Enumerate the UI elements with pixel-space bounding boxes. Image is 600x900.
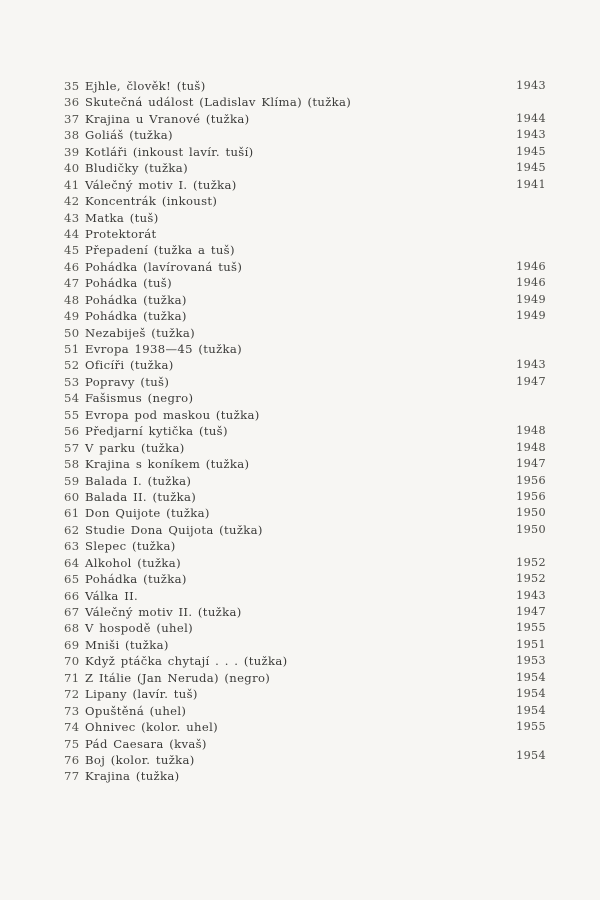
- entry-number: 75: [64, 736, 80, 751]
- entry-number: 43: [64, 210, 80, 225]
- entry-title: V hospodě (uhel): [85, 621, 194, 636]
- list-item: [64, 703, 544, 719]
- entry-number: 69: [64, 637, 80, 652]
- entry-number: 52: [64, 358, 80, 373]
- entry-title: Oficíři (tužka): [85, 358, 174, 373]
- list-item: [64, 522, 544, 538]
- entry-year: 1945: [516, 144, 546, 158]
- list-item: [64, 473, 544, 489]
- entry-year: 1947: [516, 374, 546, 388]
- entry-number: 64: [64, 555, 80, 570]
- list-item: [64, 357, 544, 373]
- entry-title: Válečný motiv I. (tužka): [85, 177, 237, 192]
- list-item: [64, 226, 544, 242]
- entry-title: Přepadení (tužka a tuš): [85, 243, 235, 258]
- entry-title: Mniši (tužka): [85, 637, 169, 652]
- entry-year: 1954: [516, 670, 546, 684]
- entry-year: 1948: [516, 424, 546, 438]
- entry-title: Slepec (tužka): [85, 539, 176, 554]
- entry-title: Don Quijote (tužka): [85, 506, 210, 521]
- entry-title: Ejhle, člověk! (tuš): [85, 79, 206, 93]
- entry-number: 73: [64, 703, 80, 718]
- entry-number: 44: [64, 226, 80, 241]
- entry-title: Opuštěná (uhel): [85, 703, 187, 718]
- entry-number: 67: [64, 605, 80, 619]
- entry-number: 42: [64, 194, 80, 209]
- entry-title: Studie Dona Quijota (tužka): [85, 522, 263, 537]
- entry-number: 54: [64, 391, 80, 406]
- entry-year: 1954: [516, 687, 546, 701]
- entry-year: 1952: [516, 555, 546, 569]
- entry-number: 77: [64, 769, 80, 784]
- list-item: [64, 94, 544, 110]
- entry-year: 1952: [516, 572, 546, 586]
- entry-number: 40: [64, 161, 80, 176]
- list-item: [64, 670, 544, 686]
- entry-number: 66: [64, 588, 80, 603]
- entry-year: 1943: [516, 358, 546, 372]
- entry-number: 47: [64, 276, 80, 291]
- entry-number: 65: [64, 572, 80, 587]
- entry-year: 1949: [516, 292, 546, 306]
- entry-year: 1955: [516, 621, 546, 635]
- entry-title: Balada I. (tužka): [85, 473, 192, 488]
- list-item: [64, 456, 544, 472]
- list-item: [64, 604, 544, 620]
- entry-number: 70: [64, 654, 80, 669]
- entry-title: Popravy (tuš): [85, 374, 170, 389]
- entry-title: V parku (tužka): [85, 440, 185, 455]
- entry-number: 71: [64, 670, 80, 685]
- entry-title: Z Itálie (Jan Neruda) (negro): [85, 670, 271, 685]
- entry-title: Válečný motiv II. (tužka): [85, 605, 242, 619]
- list-item: [64, 177, 544, 193]
- entry-title: Lipany (lavír. tuš): [85, 687, 198, 702]
- entry-title: Protektorát: [85, 226, 157, 241]
- list-item: [64, 489, 544, 505]
- entry-title: Fašismus (negro): [85, 391, 194, 406]
- entry-number: 63: [64, 539, 80, 554]
- entry-number: 62: [64, 522, 80, 537]
- entry-number: 58: [64, 457, 80, 472]
- entry-title: Balada II. (tužka): [85, 489, 197, 504]
- entry-number: 46: [64, 259, 80, 274]
- entry-number: 53: [64, 374, 80, 389]
- list-item: [64, 193, 544, 209]
- entry-number: 55: [64, 407, 80, 422]
- list-item: [64, 374, 544, 390]
- entry-number: 68: [64, 621, 80, 636]
- entry-title: Evropa 1938—45 (tužka): [85, 342, 243, 356]
- entry-title: Válka II.: [85, 588, 139, 603]
- entry-number: 76: [64, 752, 80, 767]
- list-item: [64, 440, 544, 456]
- list-item: [64, 423, 544, 439]
- entry-title: Předjarní kytička (tuš): [85, 424, 228, 439]
- entry-number: 56: [64, 424, 80, 439]
- list-item: [64, 653, 544, 669]
- entry-year: 1941: [516, 177, 546, 191]
- list-item: [64, 505, 544, 521]
- entry-title: Ohnivec (kolor. uhel): [85, 720, 219, 735]
- list-item: [64, 341, 544, 357]
- list-item: [64, 144, 544, 160]
- list-item: [64, 292, 544, 308]
- entry-year: 1956: [516, 489, 546, 503]
- entry-year: 1950: [516, 506, 546, 520]
- entry-number: 57: [64, 440, 80, 455]
- entry-title: Goliáš (tužka): [85, 128, 173, 143]
- list-item: [64, 719, 544, 735]
- entry-year: 1947: [516, 457, 546, 471]
- list-item: [64, 275, 544, 291]
- entry-number: 61: [64, 506, 80, 521]
- entry-number: 60: [64, 489, 80, 504]
- list-item: [64, 555, 544, 571]
- entry-title: Skutečná událost (Ladislav Klíma) (tužka): [85, 95, 352, 110]
- entry-title: Evropa pod maskou (tužka): [85, 407, 260, 422]
- list-item: [64, 768, 544, 784]
- list-item: [64, 127, 544, 143]
- entry-number: 72: [64, 687, 80, 702]
- list-item: [64, 686, 544, 702]
- entry-title: Kotláři (inkoust lavír. tuší): [85, 144, 254, 159]
- list-item: [64, 637, 544, 653]
- entry-year: 1950: [516, 522, 546, 536]
- list-item: [64, 736, 544, 752]
- entry-year: 1943: [516, 79, 546, 92]
- list-item: [64, 588, 544, 604]
- entry-title: Nezabiješ (tužka): [85, 325, 195, 340]
- entry-number: 36: [64, 95, 80, 110]
- entry-title: Krajina s koníkem (tužka): [85, 457, 250, 472]
- entry-year: 1947: [516, 605, 546, 618]
- entry-year: 1954: [516, 703, 546, 717]
- entry-number: 37: [64, 111, 80, 126]
- entry-number: 50: [64, 325, 80, 340]
- list-item: [64, 620, 544, 636]
- entry-title: Boj (kolor. tužka): [85, 752, 195, 767]
- list-item: [64, 308, 544, 324]
- entry-year: 1943: [516, 128, 546, 142]
- list-item: [64, 748, 546, 768]
- entry-year: 1944: [516, 111, 546, 125]
- entry-number: 35: [64, 79, 80, 93]
- entry-number: 38: [64, 128, 80, 143]
- list-item: [64, 259, 544, 275]
- entry-title: Pád Caesara (kvaš): [85, 736, 207, 751]
- entry-number: 59: [64, 473, 80, 488]
- entry-title: Alkohol (tužka): [85, 555, 181, 570]
- entry-title: Matka (tuš): [85, 210, 159, 225]
- entry-year: 1956: [516, 473, 546, 487]
- entry-title: Pohádka (tužka): [85, 309, 187, 324]
- entry-number: 41: [64, 177, 80, 192]
- entry-title: Pohádka (lavírovaná tuš): [85, 259, 243, 274]
- entry-year: 1955: [516, 720, 546, 734]
- entry-title: Pohádka (tužka): [85, 572, 187, 587]
- entry-title: Koncentrák (inkoust): [85, 194, 218, 209]
- list-item: [64, 571, 544, 587]
- list-item: [64, 407, 544, 423]
- list-item: [64, 160, 544, 176]
- entry-number: 49: [64, 309, 80, 324]
- entry-year: 1953: [516, 654, 546, 668]
- entry-number: 74: [64, 720, 80, 735]
- entry-number: 48: [64, 292, 80, 307]
- entry-number: 45: [64, 243, 80, 258]
- artwork-list: [64, 78, 544, 785]
- entry-title: Pohádka (tuš): [85, 276, 172, 291]
- list-item: [64, 538, 544, 554]
- entry-number: 39: [64, 144, 80, 159]
- entry-year: 1948: [516, 440, 546, 454]
- list-item: [64, 325, 544, 341]
- entry-year: 1945: [516, 161, 546, 175]
- entry-year: 1946: [516, 259, 546, 273]
- entry-year: 1943: [516, 588, 546, 602]
- entry-title: Krajina u Vranové (tužka): [85, 111, 250, 126]
- entry-number: 51: [64, 342, 80, 356]
- entry-title: Když ptáčka chytají . . . (tužka): [85, 654, 288, 669]
- entry-year: 1949: [516, 309, 546, 323]
- entry-year: 1946: [516, 276, 546, 290]
- entry-title: Pohádka (tužka): [85, 292, 187, 307]
- entry-title: Krajina (tužka): [85, 769, 180, 784]
- list-item: [64, 210, 544, 226]
- list-item: [64, 78, 544, 94]
- list-item: [64, 242, 544, 258]
- list-item: [64, 390, 544, 406]
- entry-year: 1951: [516, 637, 546, 651]
- list-item: [64, 111, 544, 127]
- entry-title: Bludičky (tužka): [85, 161, 188, 176]
- entry-year: 1954: [516, 748, 546, 762]
